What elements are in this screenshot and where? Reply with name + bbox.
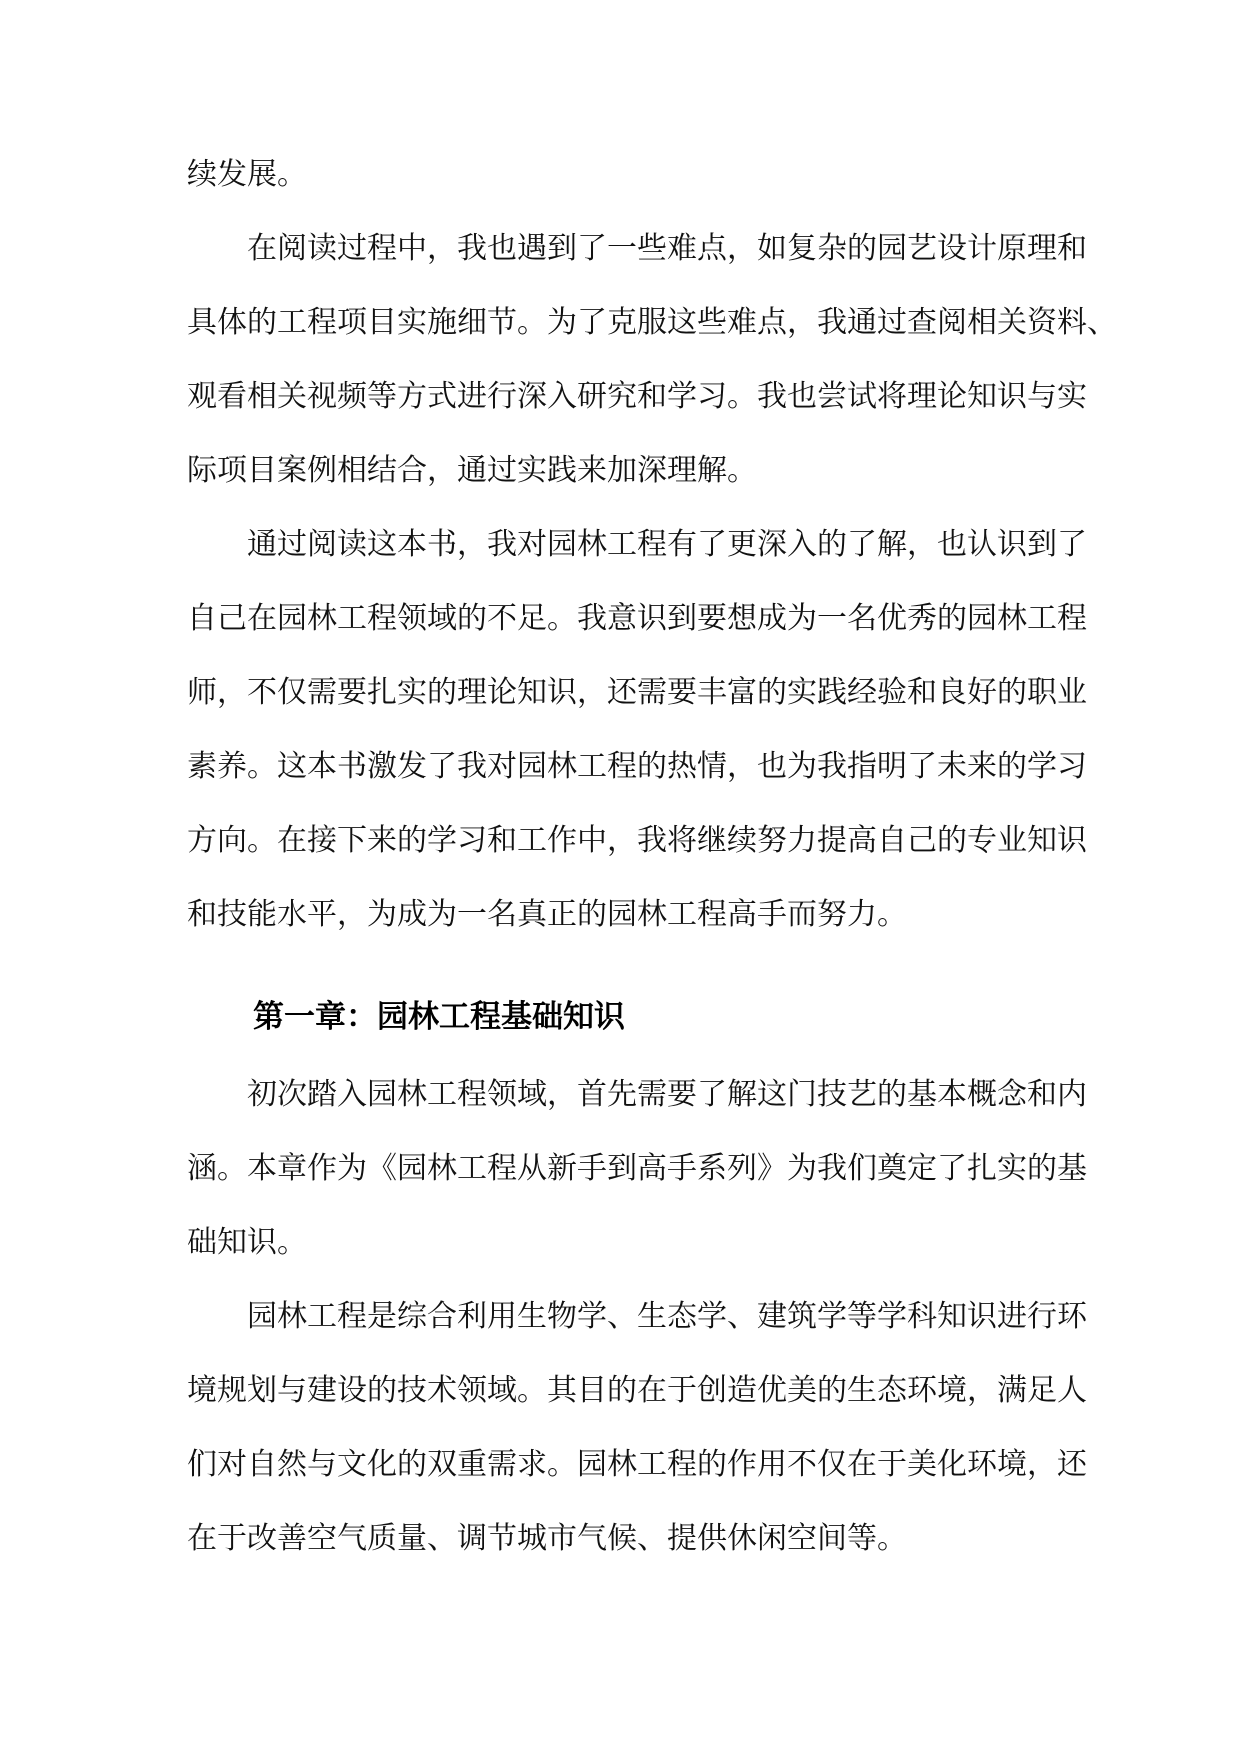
text-line: 自己在园林工程领域的不足。我意识到要想成为一名优秀的园林工程 xyxy=(187,601,1087,636)
text-line: 们对自然与文化的双重需求。园林工程的作用不仅在于美化环境，还 xyxy=(187,1447,1087,1482)
text-line: 在阅读过程中，我也遇到了一些难点，如复杂的园艺设计原理和 xyxy=(247,231,1087,266)
text-line: 涵。本章作为《园林工程从新手到高手系列》为我们奠定了扎实的基 xyxy=(187,1151,1087,1186)
paragraph-chapter-definition xyxy=(187,1280,1087,1576)
paragraph-reflection xyxy=(187,508,1087,952)
text-line: 础知识。 xyxy=(187,1225,307,1260)
text-line: 素养。这本书激发了我对园林工程的热情，也为我指明了未来的学习 xyxy=(187,749,1087,784)
paragraph-chapter-intro xyxy=(187,1058,1087,1280)
text-line: 观看相关视频等方式进行深入研究和学习。我也尝试将理论知识与实 xyxy=(187,379,1087,414)
text-line: 具体的工程项目实施细节。为了克服这些难点，我通过查阅相关资料、 xyxy=(187,305,1117,340)
text-line: 在于改善空气质量、调节城市气候、提供休闲空间等。 xyxy=(187,1521,907,1556)
text-line: 初次踏入园林工程领域，首先需要了解这门技艺的基本概念和内 xyxy=(247,1077,1087,1112)
text-line: 园林工程是综合利用生物学、生态学、建筑学等学科知识进行环 xyxy=(247,1299,1087,1334)
text-line: 际项目案例相结合，通过实践来加深理解。 xyxy=(187,453,757,488)
text-line: 方向。在接下来的学习和工作中，我将继续努力提高自己的专业知识 xyxy=(187,823,1087,858)
paragraph-continuation xyxy=(187,138,1055,212)
paragraph-reading-difficulties xyxy=(187,212,1117,508)
text-line: 续发展。 xyxy=(187,157,307,192)
text-line: 和技能水平，为成为一名真正的园林工程高手而努力。 xyxy=(187,897,907,932)
document-body xyxy=(187,138,1117,1576)
chapter-heading: 第一章：园林工程基础知识 xyxy=(253,999,625,1035)
text-line: 境规划与建设的技术领域。其目的在于创造优美的生态环境，满足人 xyxy=(187,1373,1087,1408)
text-line: 通过阅读这本书，我对园林工程有了更深入的了解，也认识到了 xyxy=(247,527,1087,562)
text-line: 师，不仅需要扎实的理论知识，还需要丰富的实践经验和良好的职业 xyxy=(187,675,1087,710)
